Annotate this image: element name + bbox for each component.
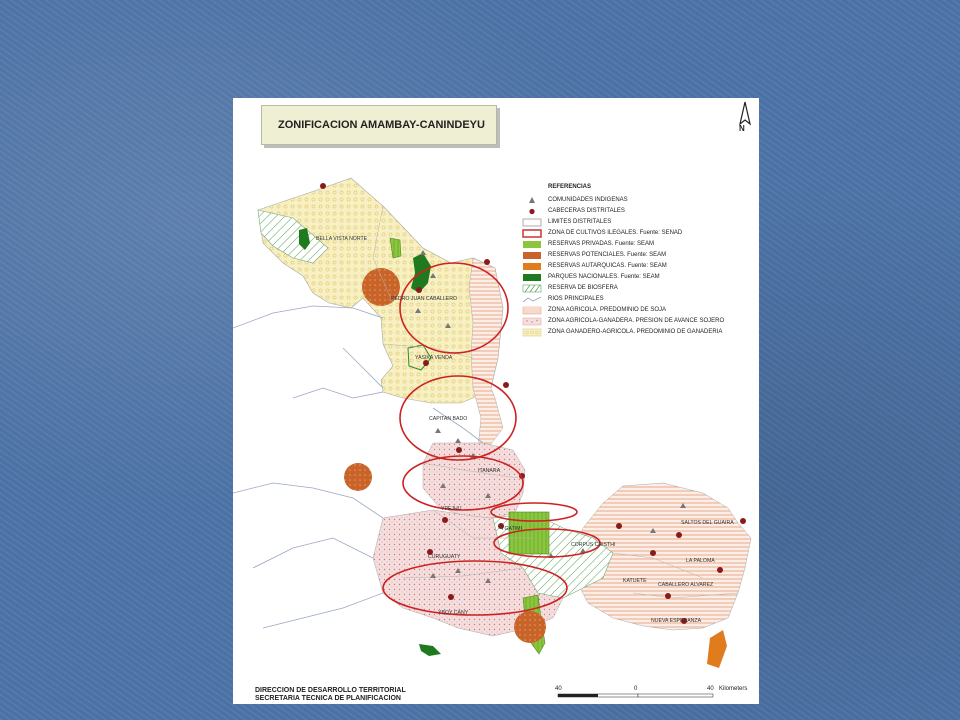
legend-item bbox=[520, 284, 760, 294]
legend-label: RESERVAS PRIVADAS. Fuente: SEAM bbox=[548, 241, 655, 247]
footer-agency: DIRECCION DE DESARROLLO TERRITORIAL bbox=[255, 687, 406, 694]
place-label: CORPUS CRISTHI bbox=[571, 542, 616, 548]
legend-item bbox=[520, 240, 760, 250]
legend-label: ZONA AGRICOLA-GANADERA. PRESION DE AVANCE SOJERO bbox=[548, 318, 725, 324]
zone-soja-east-north bbox=[469, 258, 503, 448]
legend-item bbox=[520, 306, 760, 316]
north-arrow-icon bbox=[735, 100, 755, 136]
zone-itanara bbox=[423, 443, 525, 518]
scale-label-mid: 0 bbox=[634, 686, 638, 692]
legend-item bbox=[520, 251, 760, 261]
legend-label: RESERVA DE BIOSFERA bbox=[548, 285, 618, 291]
legend-symbol-icon bbox=[522, 240, 542, 249]
legend-label: LIMITES DISTRITALES bbox=[548, 219, 612, 225]
place-label: LA PALOMA bbox=[686, 558, 715, 564]
legend-item bbox=[520, 273, 760, 283]
legend-label: ZONA GANADERO-AGRICOLA. PREDOMINIO DE GANADERIA bbox=[548, 329, 723, 335]
place-label: YPEJHU bbox=[441, 506, 462, 512]
legend-symbol-icon bbox=[522, 262, 542, 271]
legend-symbol-icon bbox=[522, 196, 542, 205]
scale-label-left: 40 bbox=[555, 686, 562, 692]
place-label: PEDRO JUAN CABALLERO bbox=[391, 296, 458, 302]
reserva-potencial-3 bbox=[514, 611, 546, 643]
place-label: CAPITAN BADO bbox=[429, 416, 468, 422]
legend-title: REFERENCIAS bbox=[548, 184, 592, 190]
place-label: BELLA VISTA NORTE bbox=[316, 236, 368, 242]
legend-label: RESERVAS POTENCIALES. Fuente: SEAM bbox=[548, 252, 667, 258]
legend-symbol-icon bbox=[522, 229, 542, 238]
legend-symbol-icon bbox=[522, 306, 542, 315]
map-canvas bbox=[233, 98, 759, 704]
legend-symbol-icon bbox=[522, 284, 542, 293]
legend-symbol-icon bbox=[522, 251, 542, 260]
legend-item bbox=[520, 317, 760, 327]
legend-item bbox=[520, 295, 760, 305]
legend-label: ZONA DE CULTIVOS ILEGALES. Fuente: SENAD bbox=[548, 230, 683, 236]
legend-symbol-icon bbox=[522, 295, 542, 304]
legend-label: COMUNIDADES INDIGENAS bbox=[548, 197, 628, 203]
scale-label-right: 40 bbox=[707, 686, 714, 692]
legend-label: ZONA AGRICOLA. PREDOMINIO DE SOJA bbox=[548, 307, 667, 313]
north-label: N bbox=[739, 124, 745, 133]
legend-item bbox=[520, 207, 760, 217]
place-label: SALTOS DEL GUAIRA bbox=[681, 520, 734, 526]
legend-symbol-icon bbox=[522, 328, 542, 337]
footer-secretariat: SECRETARIA TECNICA DE PLANIFICACION bbox=[255, 695, 401, 702]
legend-symbol-icon bbox=[522, 317, 542, 326]
place-label: YASIKA VENDA bbox=[415, 355, 453, 361]
place-label: YGATIMI bbox=[501, 526, 522, 532]
reserva-autarquica bbox=[707, 630, 727, 668]
legend-label: PARQUES NACIONALES. Fuente: SEAM bbox=[548, 274, 660, 280]
map-frame bbox=[233, 98, 759, 704]
legend-item bbox=[520, 328, 760, 338]
reserva-privada-ygatimi bbox=[509, 512, 549, 554]
place-label: ITANARA bbox=[478, 468, 501, 474]
legend-item bbox=[520, 262, 760, 272]
place-label: CURUGUATY bbox=[428, 554, 461, 560]
place-label: CABALLERO ALVAREZ bbox=[658, 582, 714, 588]
place-label: NUEVA ESPERANZA bbox=[651, 618, 702, 624]
legend-label: RIOS PRINCIPALES bbox=[548, 296, 604, 302]
map-title: ZONIFICACION AMAMBAY-CANINDEYU bbox=[261, 105, 497, 145]
legend-label: RESERVAS AUTARQUICAS. Fuente: SEAM bbox=[548, 263, 667, 269]
legend-symbol-icon bbox=[522, 273, 542, 282]
parque-nacional-south bbox=[419, 644, 441, 656]
legend-label: CABECERAS DISTRITALES bbox=[548, 208, 625, 214]
scale-unit: Kilometers bbox=[719, 686, 748, 692]
place-label: YBOY CANY bbox=[438, 610, 469, 616]
scale-bar bbox=[555, 686, 755, 702]
place-label: KATUETE bbox=[623, 578, 647, 584]
legend-symbol-icon bbox=[522, 207, 542, 216]
legend-item bbox=[520, 218, 760, 228]
legend-item bbox=[520, 196, 760, 206]
legend-symbol-icon bbox=[522, 218, 542, 227]
legend-item bbox=[520, 229, 760, 239]
reserva-potencial-2 bbox=[344, 463, 372, 491]
